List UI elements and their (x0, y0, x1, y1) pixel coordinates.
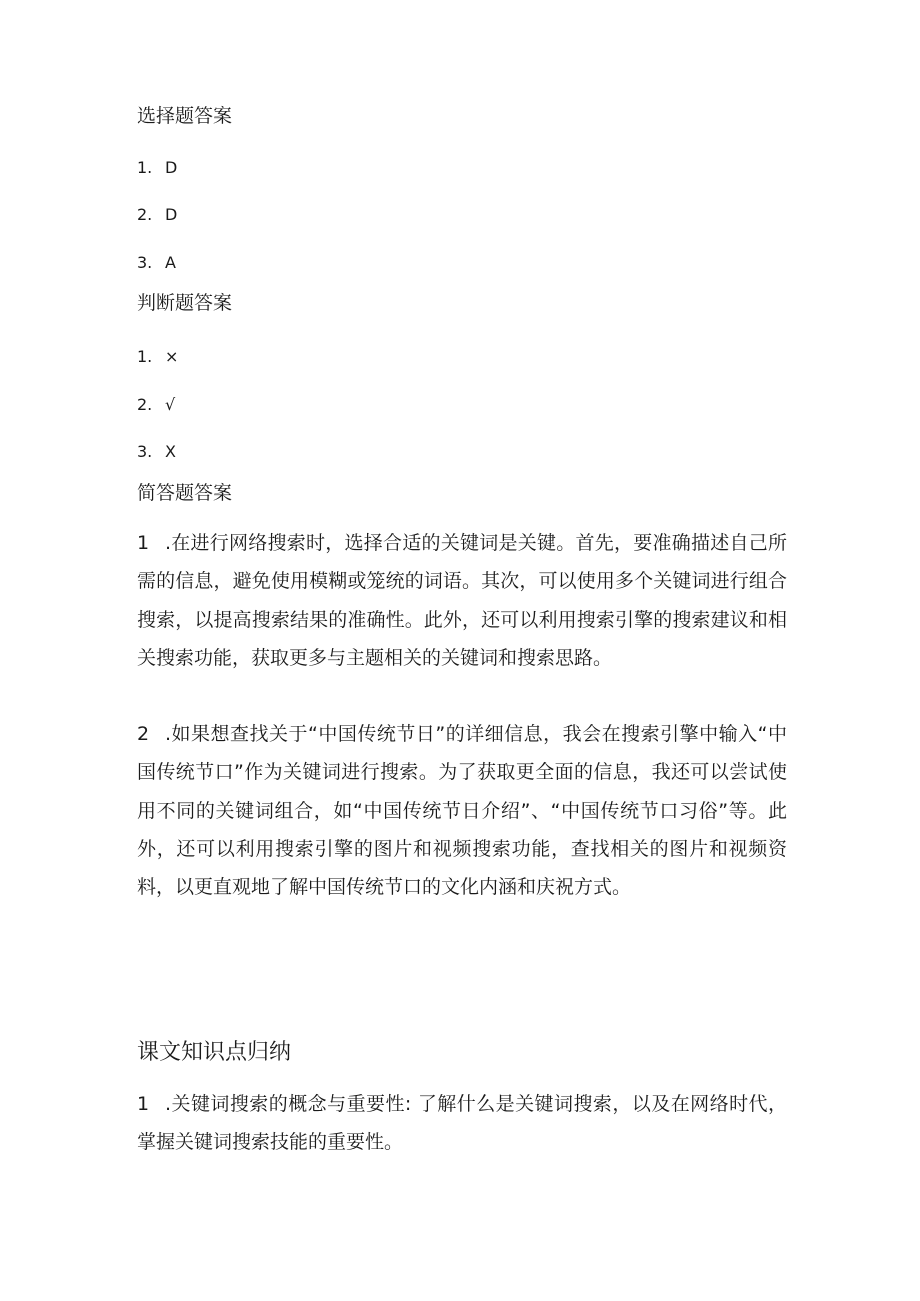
choice-answer-1 (137, 157, 177, 179)
item-number: 2. (137, 395, 153, 414)
short-answers-heading: 简答题答案 (137, 482, 233, 504)
knowledge-summary-heading: 课文知识点归纳 (137, 1040, 292, 1065)
paragraph-text: .如果想查找关于“中国传统节日”的详细信息，我会在搜索引擎中输入“中国传统节口”作为关键词进行搜索。为了获取更全面的信息，我还可以尝试使用不同的关键词组合，如“中国传统节日介绍”、“中国传统节口习俗”等。此外，还可以利用搜索引擎的图片和视频搜索功能，查找相关的图片和视频资料，以更直观地了解中国传统节口的文化内涵和庆祝方式。 (137, 723, 787, 899)
judge-answers-heading: 判断题答案 (137, 292, 233, 314)
item-number: 1. (137, 158, 153, 177)
paragraph-number: 2 (137, 723, 150, 745)
item-number: 1. (137, 347, 153, 366)
paragraph-text: .在进行网络搜索时，选择合适的关键词是关键。首先，要准确描述自己所需的信息，避免使用模糊或笼统的词语。其次，可以使用多个关键词进行组合搜索，以提高搜索结果的准确性。此外，还可以利用搜索引擎的搜索建议和相关搜索功能，获取更多与主题相关的关键词和搜索思路。 (137, 532, 787, 669)
choice-answers-heading: 选择题答案 (137, 105, 233, 127)
short-answer-1 (137, 524, 787, 677)
item-answer: √ (165, 395, 176, 414)
paragraph-number: 1 (137, 532, 150, 554)
judge-answer-2 (137, 394, 175, 416)
item-number: 2. (137, 205, 153, 224)
paragraph-text: .关键词搜索的概念与重要性: 了解什么是关键词搜索，以及在网络时代，掌握关键词搜索技能的重要性。 (137, 1093, 787, 1153)
knowledge-point-1 (137, 1085, 787, 1161)
judge-answer-1 (137, 346, 178, 368)
item-answer: X (165, 442, 176, 461)
judge-answer-3 (137, 441, 176, 463)
choice-answer-2 (137, 204, 177, 226)
item-answer: A (165, 253, 176, 272)
short-answer-2 (137, 715, 787, 906)
choice-answer-3 (137, 252, 176, 274)
item-answer: D (165, 205, 178, 224)
item-number: 3. (137, 253, 153, 272)
paragraph-number: 1 (137, 1093, 150, 1115)
item-answer: × (165, 347, 179, 366)
item-answer: D (165, 158, 178, 177)
item-number: 3. (137, 442, 153, 461)
